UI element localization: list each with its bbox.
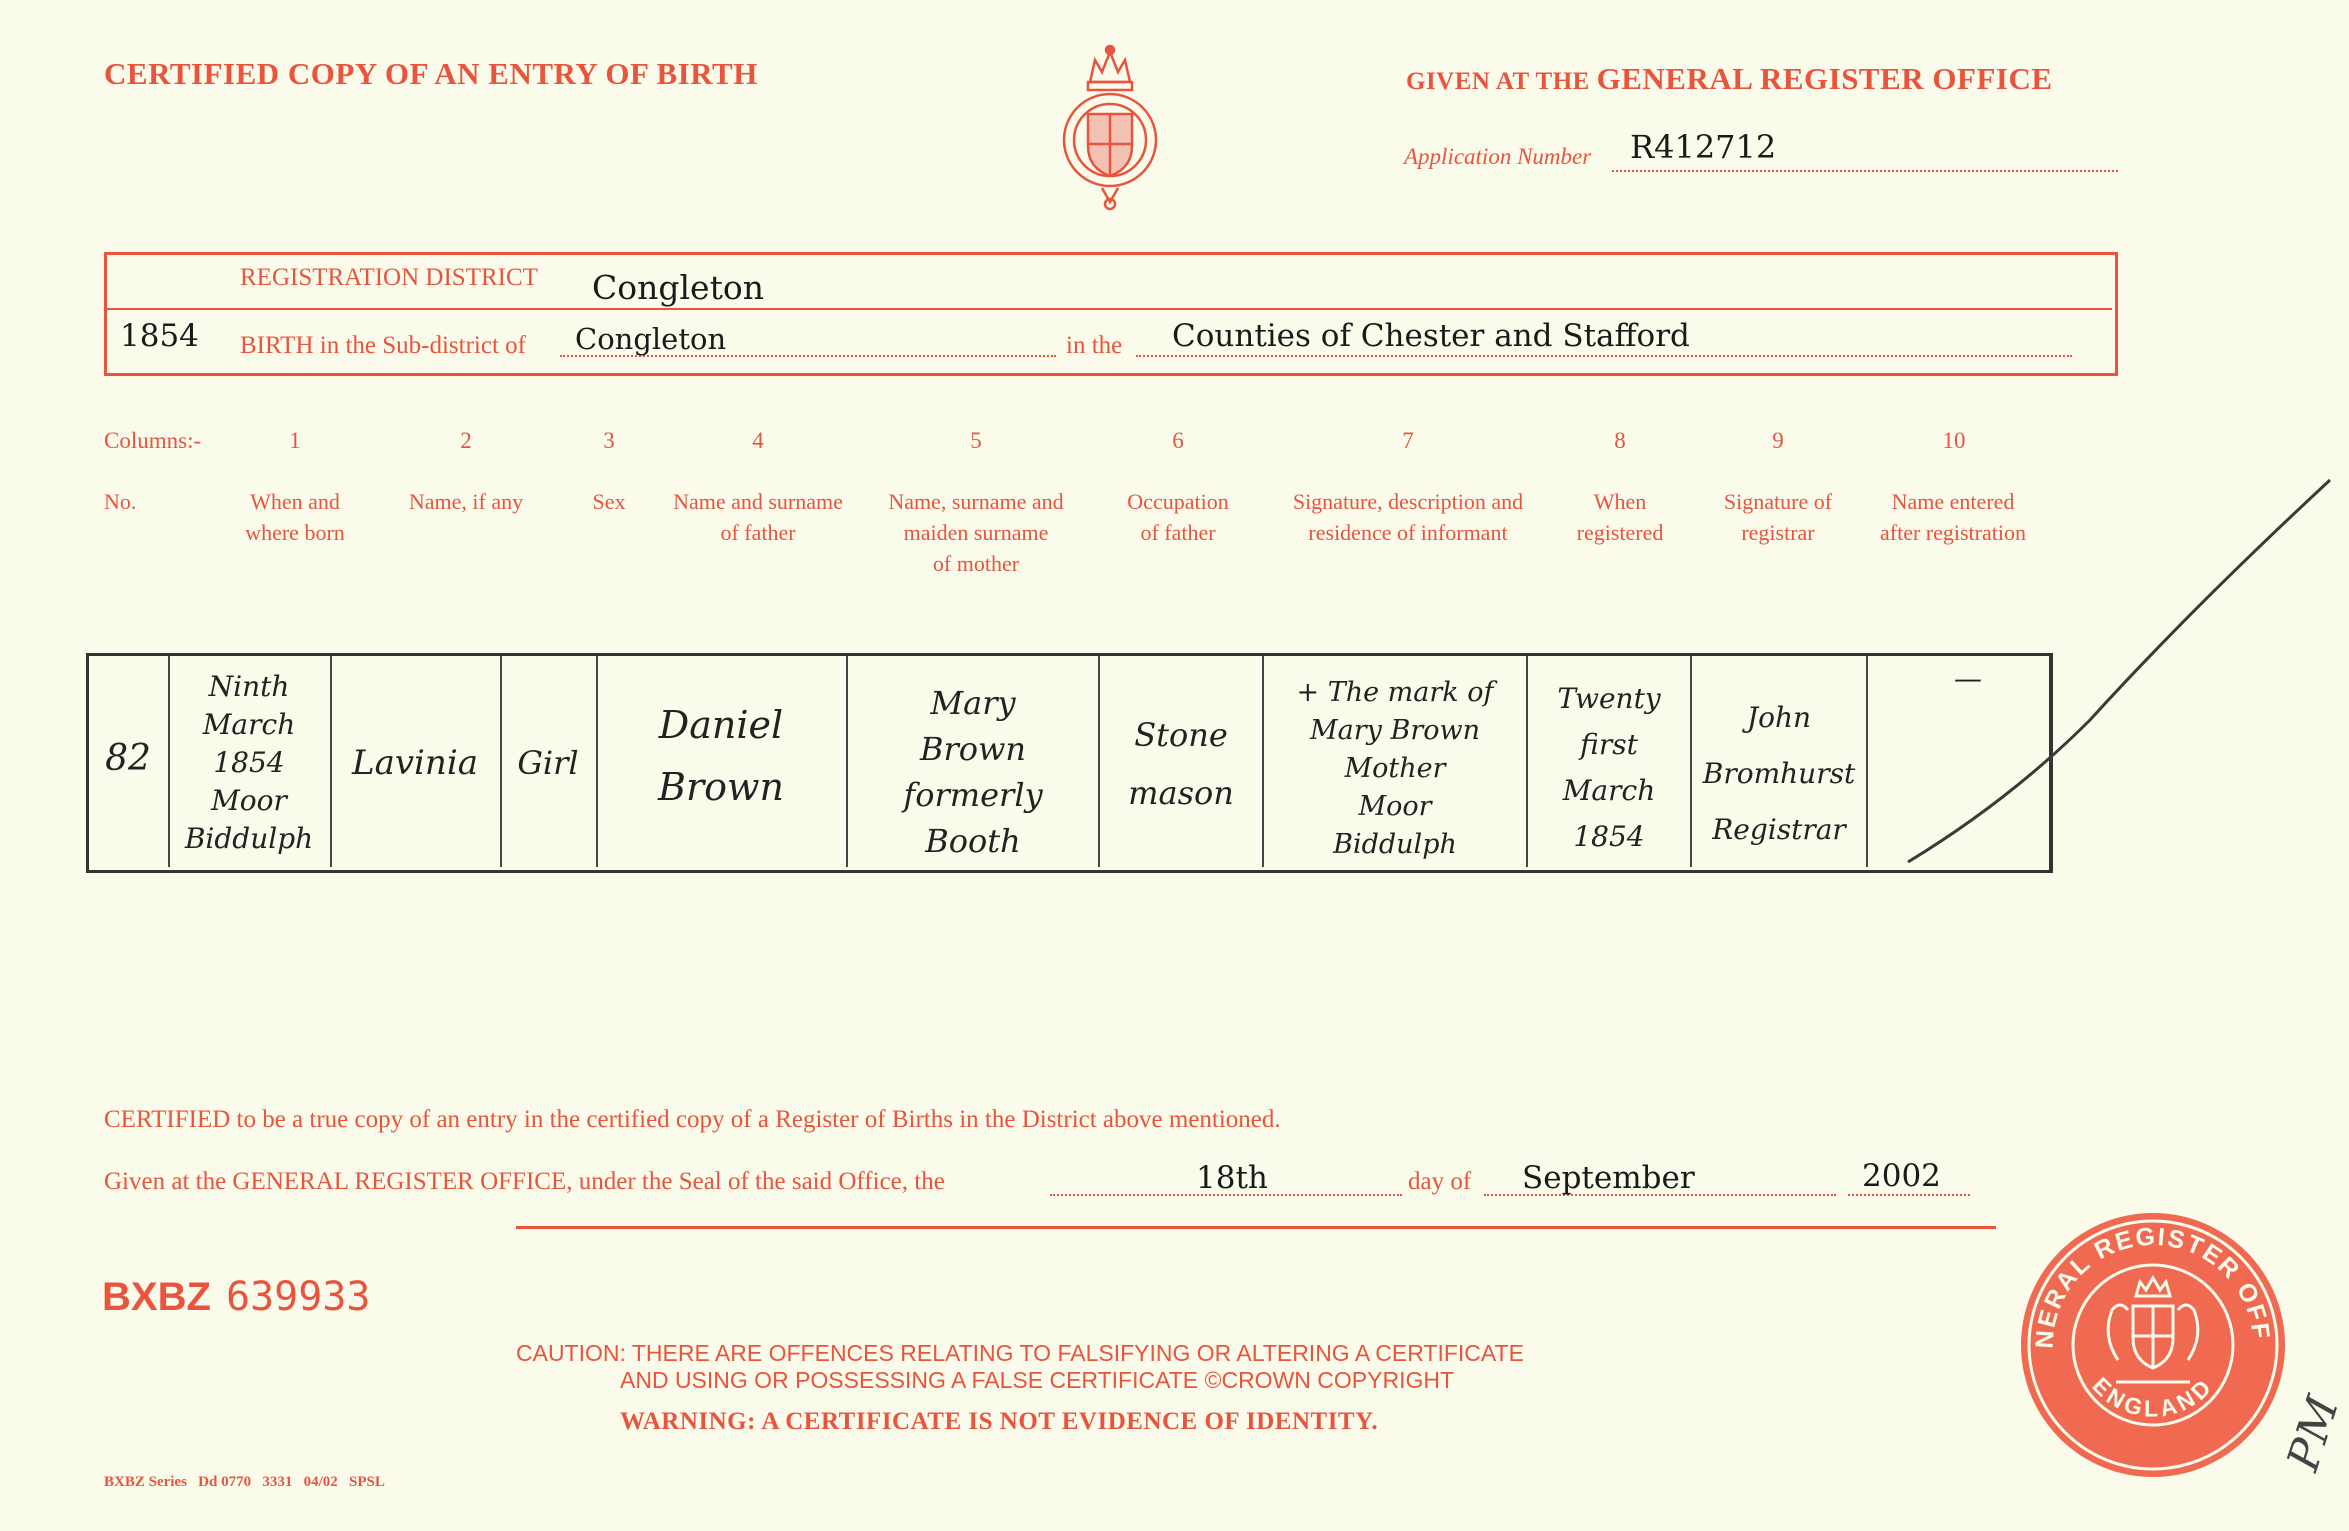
signature-line [516,1226,1996,1229]
column-number-7: 7 [1402,428,1414,453]
application-number-label: Application Number [1404,144,1592,169]
certification-statement: CERTIFIED to be a true copy of an entry in the certified copy of a Register of Births in the District above mentioned. [104,1106,1281,1133]
certification-year: 2002 [1862,1158,1941,1194]
column-number-6: 6 [1172,428,1184,453]
entry-name: Lavinia [352,743,478,783]
entry-number: 82 [105,738,151,779]
entry-father: Daniel Brown [658,703,784,809]
columns-label: Columns:- [104,428,202,453]
given-prefix: GIVEN AT THE [1406,68,1590,95]
column-number-8: 8 [1614,428,1626,453]
entry-registrar: John Bromhurst Registrar [1702,701,1856,846]
entry-occupation: Stone mason [1128,716,1234,812]
application-number: R412712 [1630,128,1777,166]
official-initials: PM [2277,1390,2349,1477]
given-office: GENERAL REGISTER OFFICE [1596,61,2053,96]
seal-bottom-text: ENGLAND [2087,1371,2219,1422]
entry-after-registration: — [1954,662,1982,695]
entry-informant: + The mark of Mary Brown Mother Moor Biddulph [1296,677,1494,860]
column-header-name: Name, if any [408,489,524,514]
certificate-title: CERTIFIED COPY OF AN ENTRY OF BIRTH [104,56,758,91]
column-header-registrar: Signature of registrar [1723,489,1833,545]
caution-line-1: CAUTION: THERE ARE OFFENCES RELATING TO FALSIFYING OR ALTERING A CERTIFICATE [516,1340,1524,1366]
seal-top-text: NERAL REGISTER OFF [2030,1222,2276,1350]
column-number-3: 3 [603,428,615,453]
registration-year: 1854 [120,318,199,354]
column-header-informant: Signature, description and residence of informant [1292,489,1524,545]
certification-month: September [1522,1160,1695,1196]
column-header-occupation: Occupation of father [1127,489,1229,545]
cancel-stroke [1890,470,2332,870]
serial-prefix: BXBZ [102,1275,211,1319]
registration-district-value: Congleton [592,268,764,307]
warning-line: WARNING: A CERTIFICATE IS NOT EVIDENCE OF IDENTITY. [620,1408,1379,1435]
column-header-when-where-born: When and where born [245,489,345,545]
in-the-label: in the [1066,332,1123,359]
column-header-no: No. [104,489,137,514]
registration-district-label: REGISTRATION DISTRICT [240,264,538,291]
column-header-father: Name and surname of father [673,489,843,545]
entry-when-registered: Twenty first March 1854 [1557,682,1661,853]
given-at-label [1406,61,2053,97]
column-header-after-registration: Name entered after registration [1880,489,2026,545]
entry-sex: Girl [517,744,579,782]
column-number-9: 9 [1772,428,1784,453]
column-number-4: 4 [752,428,764,453]
serial-digits: 639933 [226,1274,371,1320]
column-number-10: 10 [1942,428,1966,453]
column-header-when-registered: When registered [1576,489,1664,545]
entry-mother: Mary Brown formerly Booth [903,684,1043,860]
crest-icon [1050,42,1170,214]
column-number-2: 2 [460,428,472,453]
certification-day: 18th [1196,1160,1268,1196]
column-header-mother: Name, surname and maiden surname of mother [888,489,1064,576]
column-number-5: 5 [970,428,982,453]
serial-number [102,1274,371,1320]
column-number-1: 1 [289,428,301,453]
column-header-sex: Sex [592,489,626,514]
footer-code: BXBZ Series Dd 0770 3331 04/02 SPSL [104,1474,385,1490]
entry-when-where-born: Ninth March 1854 Moor Biddulph [184,670,314,855]
subdistrict-value: Congleton [575,322,727,356]
certification-given-at: Given at the GENERAL REGISTER OFFICE, under the Seal of the said Office, the [104,1168,945,1195]
gro-seal [2018,1210,2288,1480]
caution-line-2: AND USING OR POSSESSING A FALSE CERTIFICATE ©CROWN COPYRIGHT [620,1367,1455,1393]
county-value: Counties of Chester and Stafford [1172,318,1690,354]
certification-day-of-label: day of [1408,1168,1472,1195]
subdistrict-label: BIRTH in the Sub-district of [240,332,526,359]
